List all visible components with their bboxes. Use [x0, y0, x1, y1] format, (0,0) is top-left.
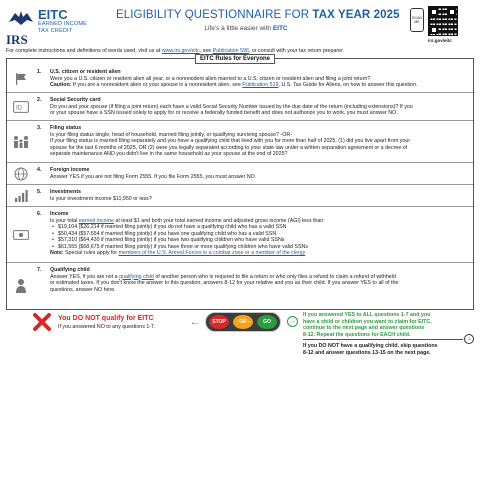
question-text: Is your filing status single, head of household, married filing jointly, or qualifying surviving spouse? -OR- — [50, 131, 292, 138]
note-label: Note: — [50, 250, 64, 256]
traffic-light — [205, 312, 281, 332]
eagle-icon — [6, 8, 36, 28]
header — [6, 6, 474, 46]
question-number: 6. — [37, 211, 42, 217]
box-title: EITC Rules for Everyone — [195, 54, 275, 64]
publication-596-link[interactable]: Publication 596 — [212, 48, 249, 54]
section-filing-status — [7, 121, 473, 163]
question-body — [50, 69, 470, 89]
question-text: Were you a U.S. citizen or resident alien all year, or a nonresident alien married to a U.S. citizen or resident alien and filing a joint return? — [50, 75, 371, 82]
earned-income-link[interactable]: earned income — [78, 217, 114, 224]
question-heading: U.S. citizen or resident alien — [50, 69, 121, 75]
stop-lamp: STOP — [209, 315, 229, 329]
or-lamp: - OR - — [233, 315, 253, 329]
family-icon — [12, 135, 30, 149]
globe-icon — [14, 167, 28, 181]
question-heading: Investments — [50, 189, 81, 195]
eitc-brand — [38, 8, 87, 34]
question-text: Answer YES if you are not filing Form 2555. If you file Form 2555, you must answer NO. — [50, 173, 257, 180]
icon-col — [7, 207, 35, 262]
caution-end: , U.S. Tax Guide for Aliens, on how to answer this question. — [278, 82, 418, 88]
tagline — [116, 25, 376, 32]
question-text: separate maintenance AND you didn't live in the same household as your spouse at the end of 2025? — [50, 151, 288, 157]
no-qualify-title: You DO NOT qualify for EITC — [58, 315, 154, 322]
icon-col — [7, 121, 35, 162]
scan-label-2: ME — [414, 20, 420, 24]
intro-text-3: , or consult with your tax return preparer. — [248, 48, 345, 54]
section-income — [7, 207, 473, 263]
brand-name: EITC — [38, 7, 68, 22]
question-body — [50, 267, 470, 293]
brand-sub-1: EARNED INCOME — [38, 21, 88, 27]
question-text: Do you and your spouse (if filing a joint return) each have a valid Social Security Number issued by the due date of the return (including extensions)? If you — [50, 103, 413, 110]
qr-corner — [430, 8, 438, 16]
section-qualifying-child — [7, 263, 473, 309]
icon-col — [7, 93, 35, 120]
title-bold: TAX YEAR 2025 — [312, 9, 400, 21]
x-mark-icon — [32, 312, 52, 332]
arrow-down-icon: ↓ — [464, 334, 474, 344]
yes-line: have a child or children you want to claim for EITC, — [303, 318, 432, 325]
yes-instructions — [303, 312, 473, 338]
irs-logo — [6, 8, 36, 47]
question-text: or estimated taxes. If you don't know the answer to this question, answers 8-12 for your relative and you as their child. If you answer YES to all of the — [50, 280, 399, 286]
section-citizen — [7, 65, 473, 93]
qr-url: irs.gov/eitc — [428, 38, 452, 43]
question-body — [50, 211, 470, 257]
question-body — [50, 97, 470, 117]
qr-corner — [430, 26, 438, 34]
qr-code[interactable] — [428, 6, 458, 36]
qualifying-child-link[interactable]: qualifying child — [119, 273, 154, 280]
question-body — [50, 189, 470, 202]
question-number: 3. — [37, 125, 42, 131]
arrow-left-icon: ← — [190, 317, 200, 328]
yes-line: If you answered YES to ALL questions 1-7 and you — [303, 312, 431, 318]
section-ssn — [7, 93, 473, 121]
go-lamp: GO — [257, 315, 277, 329]
question-heading: Income — [50, 211, 69, 217]
icon-col — [7, 185, 35, 206]
yes-line: continue to the next page and answer questions — [303, 325, 425, 331]
scan-label-1: SCAN — [412, 16, 422, 20]
tagline-bold: EITC — [272, 25, 288, 32]
question-body — [50, 167, 470, 180]
no-child-instructions — [303, 343, 473, 356]
question-text: spouse for the last 6 months of 2025, OR (2) were you legally separated according to your state law under a written separation agreement or a decree of — [50, 144, 408, 151]
flag-icon — [14, 72, 28, 86]
section-foreign-income — [7, 163, 473, 185]
no-qualify-sub: If you answered NO to any questions 1-7. — [58, 324, 156, 330]
question-number: 2. — [37, 97, 42, 103]
icon-col — [7, 263, 35, 309]
page-title — [116, 9, 400, 21]
question-heading: Qualifying child — [50, 267, 90, 273]
child-icon — [14, 278, 28, 294]
tagline-prefix: Life's a little easier with — [204, 25, 273, 32]
phone-icon — [410, 8, 424, 32]
eitc-link[interactable]: www.irs.gov/eitc — [161, 48, 200, 54]
note-text: Special rules apply for — [63, 250, 119, 256]
intro-text-1: For complete instructions and definitions of words used, visit us at — [6, 48, 162, 54]
arrow-right-icon: → — [289, 318, 296, 325]
icon-col — [7, 65, 35, 92]
title-block — [116, 9, 400, 32]
list-item: • $57,310 ($64,430 if married filing jointly) if you have two qualifying children who have valid SSNs — [50, 237, 470, 244]
question-text: questions, answer NO here. — [50, 286, 116, 293]
question-text: at least $1 and both your total earned income and adjusted gross income (AGI) less than: — [113, 217, 325, 224]
title-prefix: ELIGIBILITY QUESTIONNAIRE FOR — [116, 9, 313, 21]
caution-text: If you are a nonresident alien or your spouse is a nonresident alien, see — [71, 82, 243, 88]
question-number: 4. — [37, 167, 42, 173]
nochild-line: If you DO NOT have a qualifying child, skip questions — [303, 343, 438, 349]
armed-forces-link[interactable]: members of the U.S. Armed Forces in a combat zone or a member of the clergy — [118, 250, 306, 256]
yes-line: 8-12. Repeat the questions for EACH child. — [303, 331, 411, 338]
svg-text:ID: ID — [16, 105, 22, 111]
qr-corner — [448, 8, 456, 16]
list-item: • $19,104 ($26,214 if married filing jointly) if you do not have a qualifying child who has a valid SSN — [50, 224, 470, 231]
id-card-icon — [13, 101, 29, 113]
outcome-area — [6, 312, 476, 358]
question-number: 1. — [37, 69, 42, 75]
list-item: • $50,434 ($57,554 if married filing jointly) if you have one qualifying child who has a valid SSN — [50, 231, 470, 238]
scan-area — [410, 6, 472, 46]
question-heading: Foreign income — [50, 167, 90, 173]
question-text: If your filing status is married filing separately and you have a qualifying child that lived with you for more than half of 2025, (1) did you live apart from your — [50, 138, 411, 144]
question-heading: Social Security card — [50, 97, 101, 103]
question-text: Answer YES, if you are not a — [50, 273, 120, 280]
question-number: 5. — [37, 189, 42, 195]
list-item: • $61,555 ($68,675 if married filing jointly) if you have three or more qualifying children who have valid SSNs — [50, 244, 470, 251]
question-text: Is your investment income $11,950 or less? — [50, 195, 152, 202]
question-body — [50, 125, 470, 158]
nochild-line: 8-12 and answer questions 13-15 on the next page. — [303, 349, 431, 356]
question-number: 7. — [37, 267, 42, 273]
publication-519-link[interactable]: Publication 519 — [242, 82, 279, 88]
brand-sub-2: TAX CREDIT — [38, 27, 73, 34]
bar-chart-icon — [14, 190, 28, 202]
divider — [303, 339, 463, 340]
caution-label: Caution: — [50, 82, 72, 88]
rules-box — [6, 58, 474, 310]
icon-col — [7, 163, 35, 184]
question-text: of another person who is required to file a return or who only files a refund to claim a refund of withheld — [153, 273, 396, 280]
money-icon — [13, 230, 29, 240]
question-text: or your spouse have a SSN issued solely to apply for or receive a federally funded benefit and does not authorize you to work, you must answer NO. — [50, 110, 398, 116]
irs-text: IRS — [6, 32, 28, 47]
intro-text-2: , see — [199, 48, 213, 54]
income-limits-list — [50, 224, 470, 250]
question-text: Is your total — [50, 217, 79, 224]
question-heading: Filing status — [50, 125, 82, 131]
section-investments — [7, 185, 473, 207]
